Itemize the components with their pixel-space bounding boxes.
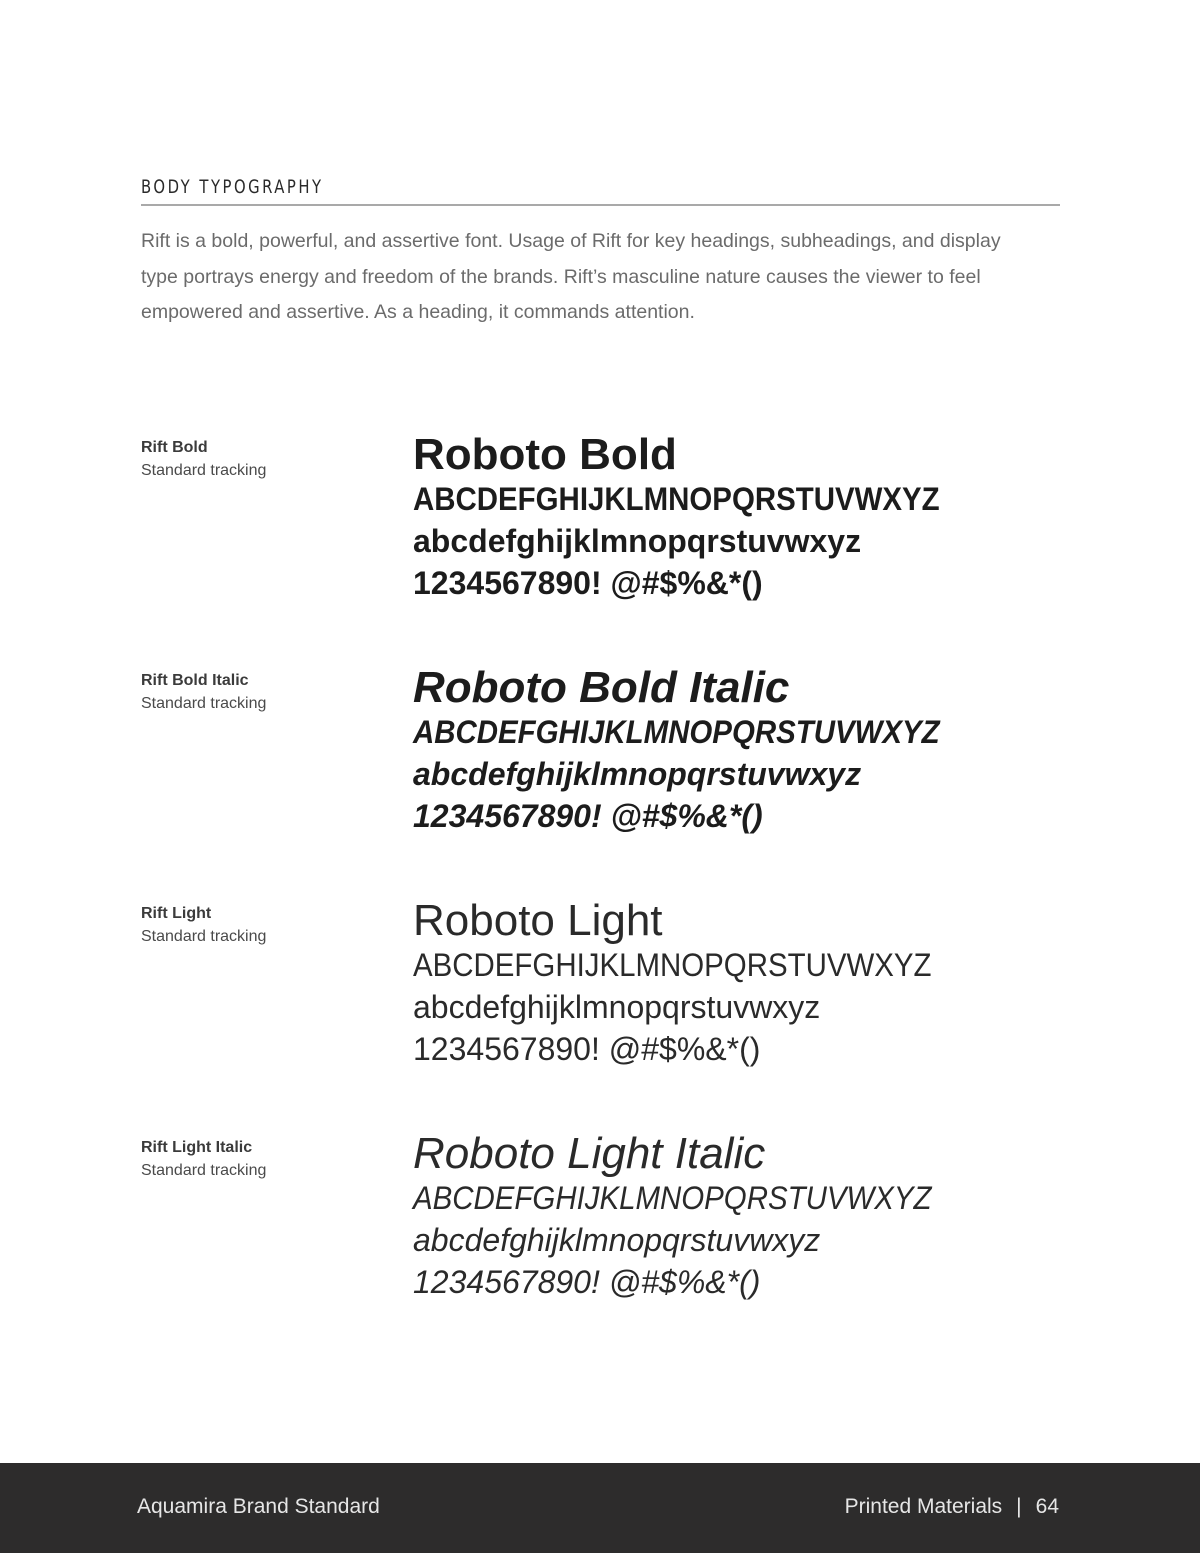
specimen-uppercase: ABCDEFGHIJKLMNOPQRSTUVWXYZ [413,714,940,750]
specimen-bold [413,432,1073,604]
section-header [141,174,1060,206]
specimen-lowercase: abcdefghijklmnopqrstuvwxyz [413,756,862,792]
footer-separator: | [1016,1495,1022,1518]
specimen-lowercase: abcdefghijklmnopqrstuvwxyz [413,523,862,559]
specimen-light-italic [413,1131,1073,1303]
specimen-title: Roboto Bold Italic [413,663,790,712]
specimen-tracking: Standard tracking [141,1162,267,1179]
specimen-font-name: Rift Bold [141,439,208,456]
specimen-label-bold [141,436,391,482]
specimen-tracking: Standard tracking [141,462,267,479]
document-title: Aquamira Brand Standard [137,1495,380,1518]
section-title: BODY TYPOGRAPHY [141,176,324,198]
specimen-lowercase: abcdefghijklmnopqrstuvwxyz [413,989,821,1025]
intro-paragraph: Rift is a bold, powerful, and assertive font. Usage of Rift for key headings, subheadings, and display type portrays energy and freedom of the brands. Rift’s masculine nature causes the viewer to feel empowered and assertive. As a heading, it commands attention. [141,230,1001,323]
specimen-font-name: Rift Light Italic [141,1139,253,1156]
page-footer [0,1463,1200,1553]
specimen-symbols: 1234567890! @#$%&*() [413,1031,761,1067]
specimen-symbols: 1234567890! @#$%&*() [413,1264,761,1300]
specimen-uppercase: ABCDEFGHIJKLMNOPQRSTUVWXYZ [413,947,932,983]
specimen-title: Roboto Light [413,896,663,945]
specimen-label-bold-italic [141,669,391,715]
specimen-lowercase: abcdefghijklmnopqrstuvwxyz [413,1222,821,1258]
specimen-symbols: 1234567890! @#$%&*() [413,798,763,834]
specimen-uppercase: ABCDEFGHIJKLMNOPQRSTUVWXYZ [413,481,940,517]
footer-section-name: Printed Materials [844,1495,1003,1518]
specimen-font-name: Rift Light [141,905,212,922]
specimen-tracking: Standard tracking [141,695,267,712]
specimen-label-light [141,902,391,948]
specimen-title: Roboto Bold [413,430,677,479]
specimen-bold-italic [413,665,1073,837]
specimen-tracking: Standard tracking [141,928,267,945]
specimen-symbols: 1234567890! @#$%&*() [413,565,763,601]
page-number: 64 [1035,1495,1059,1518]
footer-section-info [845,1495,1059,1519]
specimen-uppercase: ABCDEFGHIJKLMNOPQRSTUVWXYZ [413,1180,932,1216]
specimen-title: Roboto Light Italic [413,1129,766,1178]
specimen-font-name: Rift Bold Italic [141,672,249,689]
specimen-label-light-italic [141,1136,391,1182]
specimen-light [413,898,1073,1070]
